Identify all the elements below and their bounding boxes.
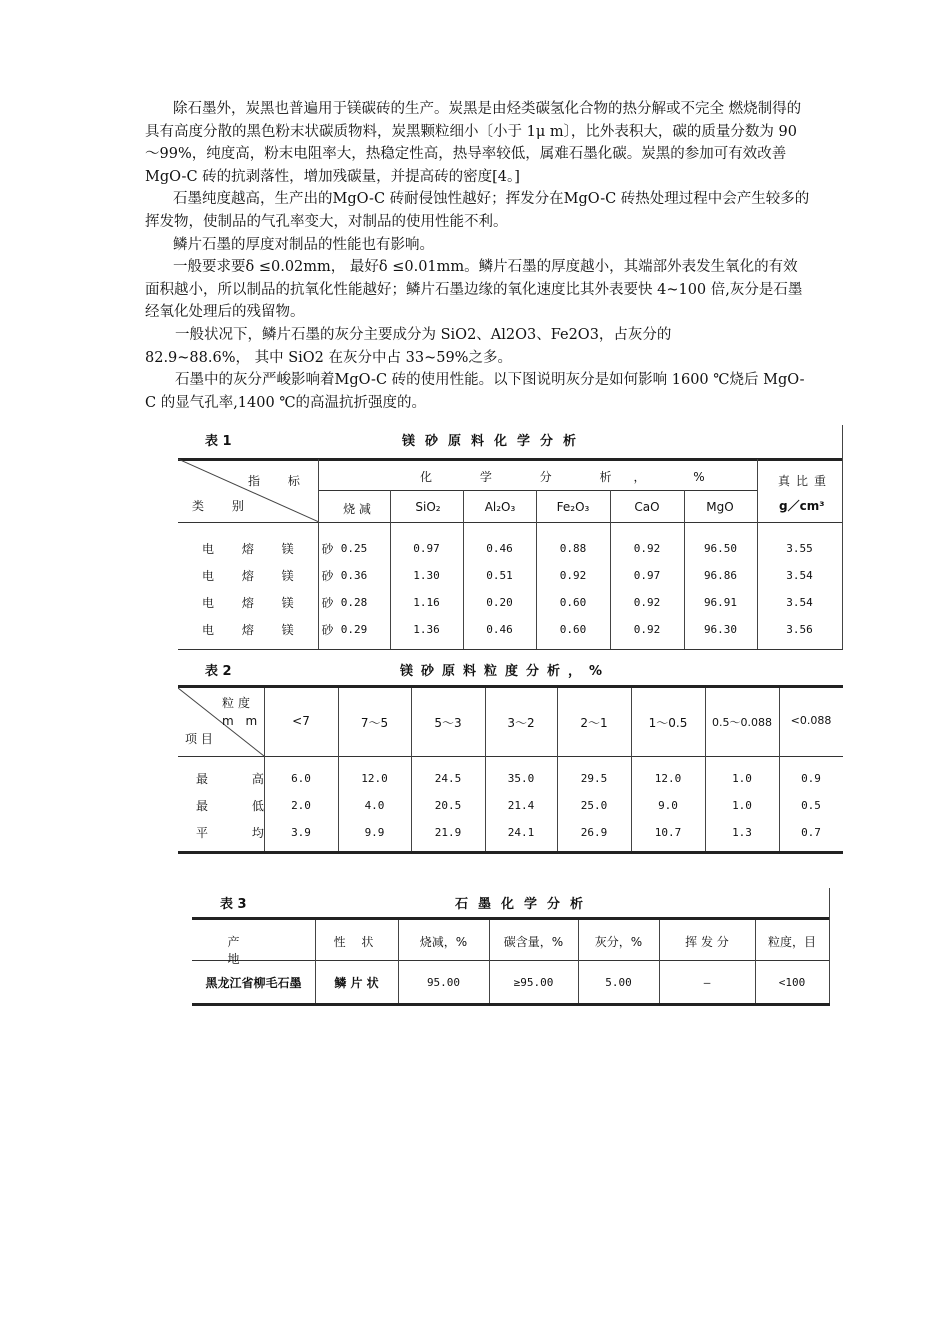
row-label: 平 均 [196, 826, 284, 840]
table-3-col-header: 粒度，目 [767, 935, 816, 949]
table-cell: 9.9 [364, 826, 385, 839]
table-1-corner-bottom: 类 别 [192, 499, 256, 513]
table-1-col-header: Fe₂O₃ [556, 500, 590, 514]
table-cell: 0.7 [801, 826, 821, 839]
table-cell: 0.97 [633, 569, 661, 582]
table-cell: 0.29 [340, 623, 368, 636]
table-2-header-rule [178, 756, 843, 757]
table-1-density-unit: g／cm³ [779, 499, 825, 513]
paragraph-ash-effect: 石墨中的灰分严峻影响着MgO-C 砖的使用性能。以下图说明灰分是如何影响 1600 ℃烧后 MgO-C 的显气孔率,1400 ℃的高温抗折强度的。 [145, 372, 805, 411]
row-label: 电 熔 镁 砂 [202, 569, 346, 583]
table-1-header-rule [178, 522, 843, 523]
paragraph-thickness-requirement: 一般要求要δ ≤0.02mm， 最好δ ≤0.01mm。鳞片石墨的厚度越小，其端部外表发生氧化的有效面积越小，所以制品的抗氧化性能越好；鳞片石墨边缘的氧化速度比其外表要快 4~100 倍,灰分是石墨经氧化处理后的残留物。 [145, 259, 803, 321]
table-cell: 1.36 [413, 623, 440, 636]
table-1-col-header: MgO [706, 500, 734, 514]
table-cell: ≥95.00 [513, 976, 554, 989]
table-cell: 1.0 [732, 799, 752, 812]
table-1-col-header: CaO [634, 500, 660, 514]
table-cell: 0.25 [340, 542, 368, 555]
table-3-col-header: 性 状 [333, 935, 380, 949]
table-2-caption: 表 2 [205, 664, 232, 679]
table-1-density-header: 真比重 [778, 474, 833, 488]
table-cell: 1.3 [732, 826, 752, 839]
table-2-corner-bottom: 项 目 [185, 732, 213, 746]
body-text [145, 98, 810, 414]
table-2-col-header: <7 [292, 714, 310, 728]
table-cell: 35.0 [507, 772, 535, 785]
table-cell: 25.0 [580, 799, 608, 812]
table-2-col-header: 3～2 [507, 716, 535, 730]
table-3-col-header: 产 地 [227, 935, 280, 966]
paragraph-graphite-purity: 石墨纯度越高，生产出的MgO-C 砖耐侵蚀性越好；挥发分在MgO-C 砖热处理过程中会产生较多的挥发物，使制品的气孔率变大，对制品的使用性能不利。 [145, 191, 810, 230]
row-label: 最 高 [196, 772, 284, 786]
table-cell: 9.0 [658, 799, 678, 812]
row-label: 电 熔 镁 砂 [202, 596, 346, 610]
table-cell: 6.0 [291, 772, 311, 785]
table-cell: 3.9 [291, 826, 311, 839]
table-2-col-header: 1～0.5 [648, 716, 688, 730]
row-label: 电 熔 镁 砂 [202, 623, 346, 637]
table-1-caption: 表 1 [205, 434, 232, 449]
paragraph-ash-composition: 一般状况下，鳞片石墨的灰分主要成分为 SiO2、Al2O3、Fe2O3，占灰分的 [175, 326, 672, 343]
table-cell: 0.60 [559, 596, 587, 609]
table-cell: 96.30 [703, 623, 738, 636]
table-cell: 96.50 [703, 542, 738, 555]
table-2-col-header: 7～5 [360, 716, 389, 730]
table-cell: 12.0 [361, 772, 388, 785]
table-1-col-header: SiO₂ [415, 500, 441, 514]
table-cell: 3.54 [786, 569, 813, 582]
table-2-bottom-rule [178, 851, 843, 854]
table-3-caption: 表 3 [220, 897, 247, 912]
table-3-vrule [829, 888, 830, 1003]
table-cell: <100 [778, 976, 806, 989]
table-cell: 0.88 [559, 542, 587, 555]
table-1-group-rule [318, 490, 758, 491]
table-1-corner-top: 指 标 [248, 474, 312, 488]
table-3-bottom-rule [192, 1003, 830, 1006]
table-cell: 黑龙江省柳毛石墨 [205, 976, 302, 990]
table-cell: 0.36 [340, 569, 368, 582]
table-2-corner-mid: m m [222, 714, 262, 728]
table-cell: 29.5 [580, 772, 608, 785]
table-cell: 96.91 [703, 596, 738, 609]
table-cell: 21.4 [507, 799, 535, 812]
table-cell: 24.1 [507, 826, 535, 839]
table-cell: 0.92 [633, 596, 661, 609]
table-cell: 0.46 [486, 542, 513, 555]
table-cell: 3.55 [786, 542, 813, 555]
table-cell: 24.5 [434, 772, 462, 785]
table-cell: 1.16 [413, 596, 440, 609]
paragraph-carbon-black: 除石墨外，炭黑也普遍用于镁碳砖的生产。炭黑是由烃类碳氢化合物的热分解或不完全 燃烧制得的具有高度分散的黑色粉末状碳质物料，炭黑颗粒细小〔小于 1μ m〕，比外表积大，碳的质量分数为 90～99%，纯度高，粉末电阻率大，热稳定性高，热导率较低，属难石墨化碳。炭黑的参加可有效改善 MgO-C 砖的抗剥落性，增加残碳量，并提高砖的密度[4。] [145, 101, 802, 185]
table-2-top-rule [178, 685, 843, 688]
table-1-title: 镁砂原料化学分析 [402, 434, 587, 449]
table-cell: 0.9 [801, 772, 821, 785]
table-cell: 0.92 [633, 542, 661, 555]
table-cell: 20.5 [434, 799, 462, 812]
table-cell: 0.92 [559, 569, 587, 582]
table-2-col-header: 0.5～0.088 [712, 716, 772, 729]
table-cell: 2.0 [291, 799, 311, 812]
table-cell: 0.5 [801, 799, 821, 812]
table-cell: 鳞 片 状 [334, 976, 379, 990]
table-cell: 10.7 [654, 826, 682, 839]
table-cell: — [703, 976, 711, 989]
table-cell: 0.51 [486, 569, 513, 582]
table-1-bottom-rule [178, 649, 843, 650]
table-1-col-header: 烧 减 [343, 502, 371, 516]
table-1-col-header: Al₂O₃ [484, 500, 516, 514]
table-cell: 1.30 [413, 569, 440, 582]
table-2-title: 镁砂原料粒度分析，% [400, 664, 611, 679]
table-cell: 0.20 [486, 596, 513, 609]
table-3-title: 石墨化学分析 [455, 897, 594, 912]
table-cell: 96.86 [703, 569, 738, 582]
table-3-col-header: 烧减，% [419, 935, 468, 949]
table-cell: 4.0 [364, 799, 385, 812]
table-2-col-header: 5～3 [434, 716, 462, 730]
table-cell: 5.00 [605, 976, 632, 989]
table-cell: 0.97 [413, 542, 440, 555]
table-cell: 12.0 [654, 772, 682, 785]
table-1-vrule [842, 425, 843, 649]
paragraph-ash-percentage: 82.9~88.6%， 其中 SiO2 在灰分中占 33~59%之多。 [145, 349, 512, 366]
table-cell: 0.92 [633, 623, 661, 636]
table-cell: 1.0 [732, 772, 752, 785]
table-cell: 0.60 [559, 623, 587, 636]
table-2-col-header: 2～1 [580, 716, 608, 730]
table-3-col-header: 灰分，% [594, 935, 643, 949]
table-cell: 0.28 [340, 596, 368, 609]
table-3-top-rule [192, 917, 830, 920]
table-2-col-header: <0.088 [790, 714, 832, 727]
table-2-corner-top: 粒度 [222, 696, 255, 710]
table-cell: 3.56 [786, 623, 813, 636]
row-label: 最 低 [196, 799, 284, 813]
paragraph-flake-thickness: 鳞片石墨的厚度对制品的性能也有影响。 [173, 236, 434, 253]
table-cell: 95.00 [426, 976, 461, 989]
table-cell: 21.9 [434, 826, 462, 839]
table-3-col-header: 挥 发 分 [685, 935, 729, 949]
table-cell: 26.9 [580, 826, 608, 839]
row-label: 电 熔 镁 砂 [202, 542, 346, 556]
table-1-group-header: 化 学 分 析， % [420, 470, 727, 484]
table-3-col-header: 碳含量，% [503, 935, 564, 949]
table-cell: 3.54 [786, 596, 813, 609]
table-cell: 0.46 [486, 623, 513, 636]
